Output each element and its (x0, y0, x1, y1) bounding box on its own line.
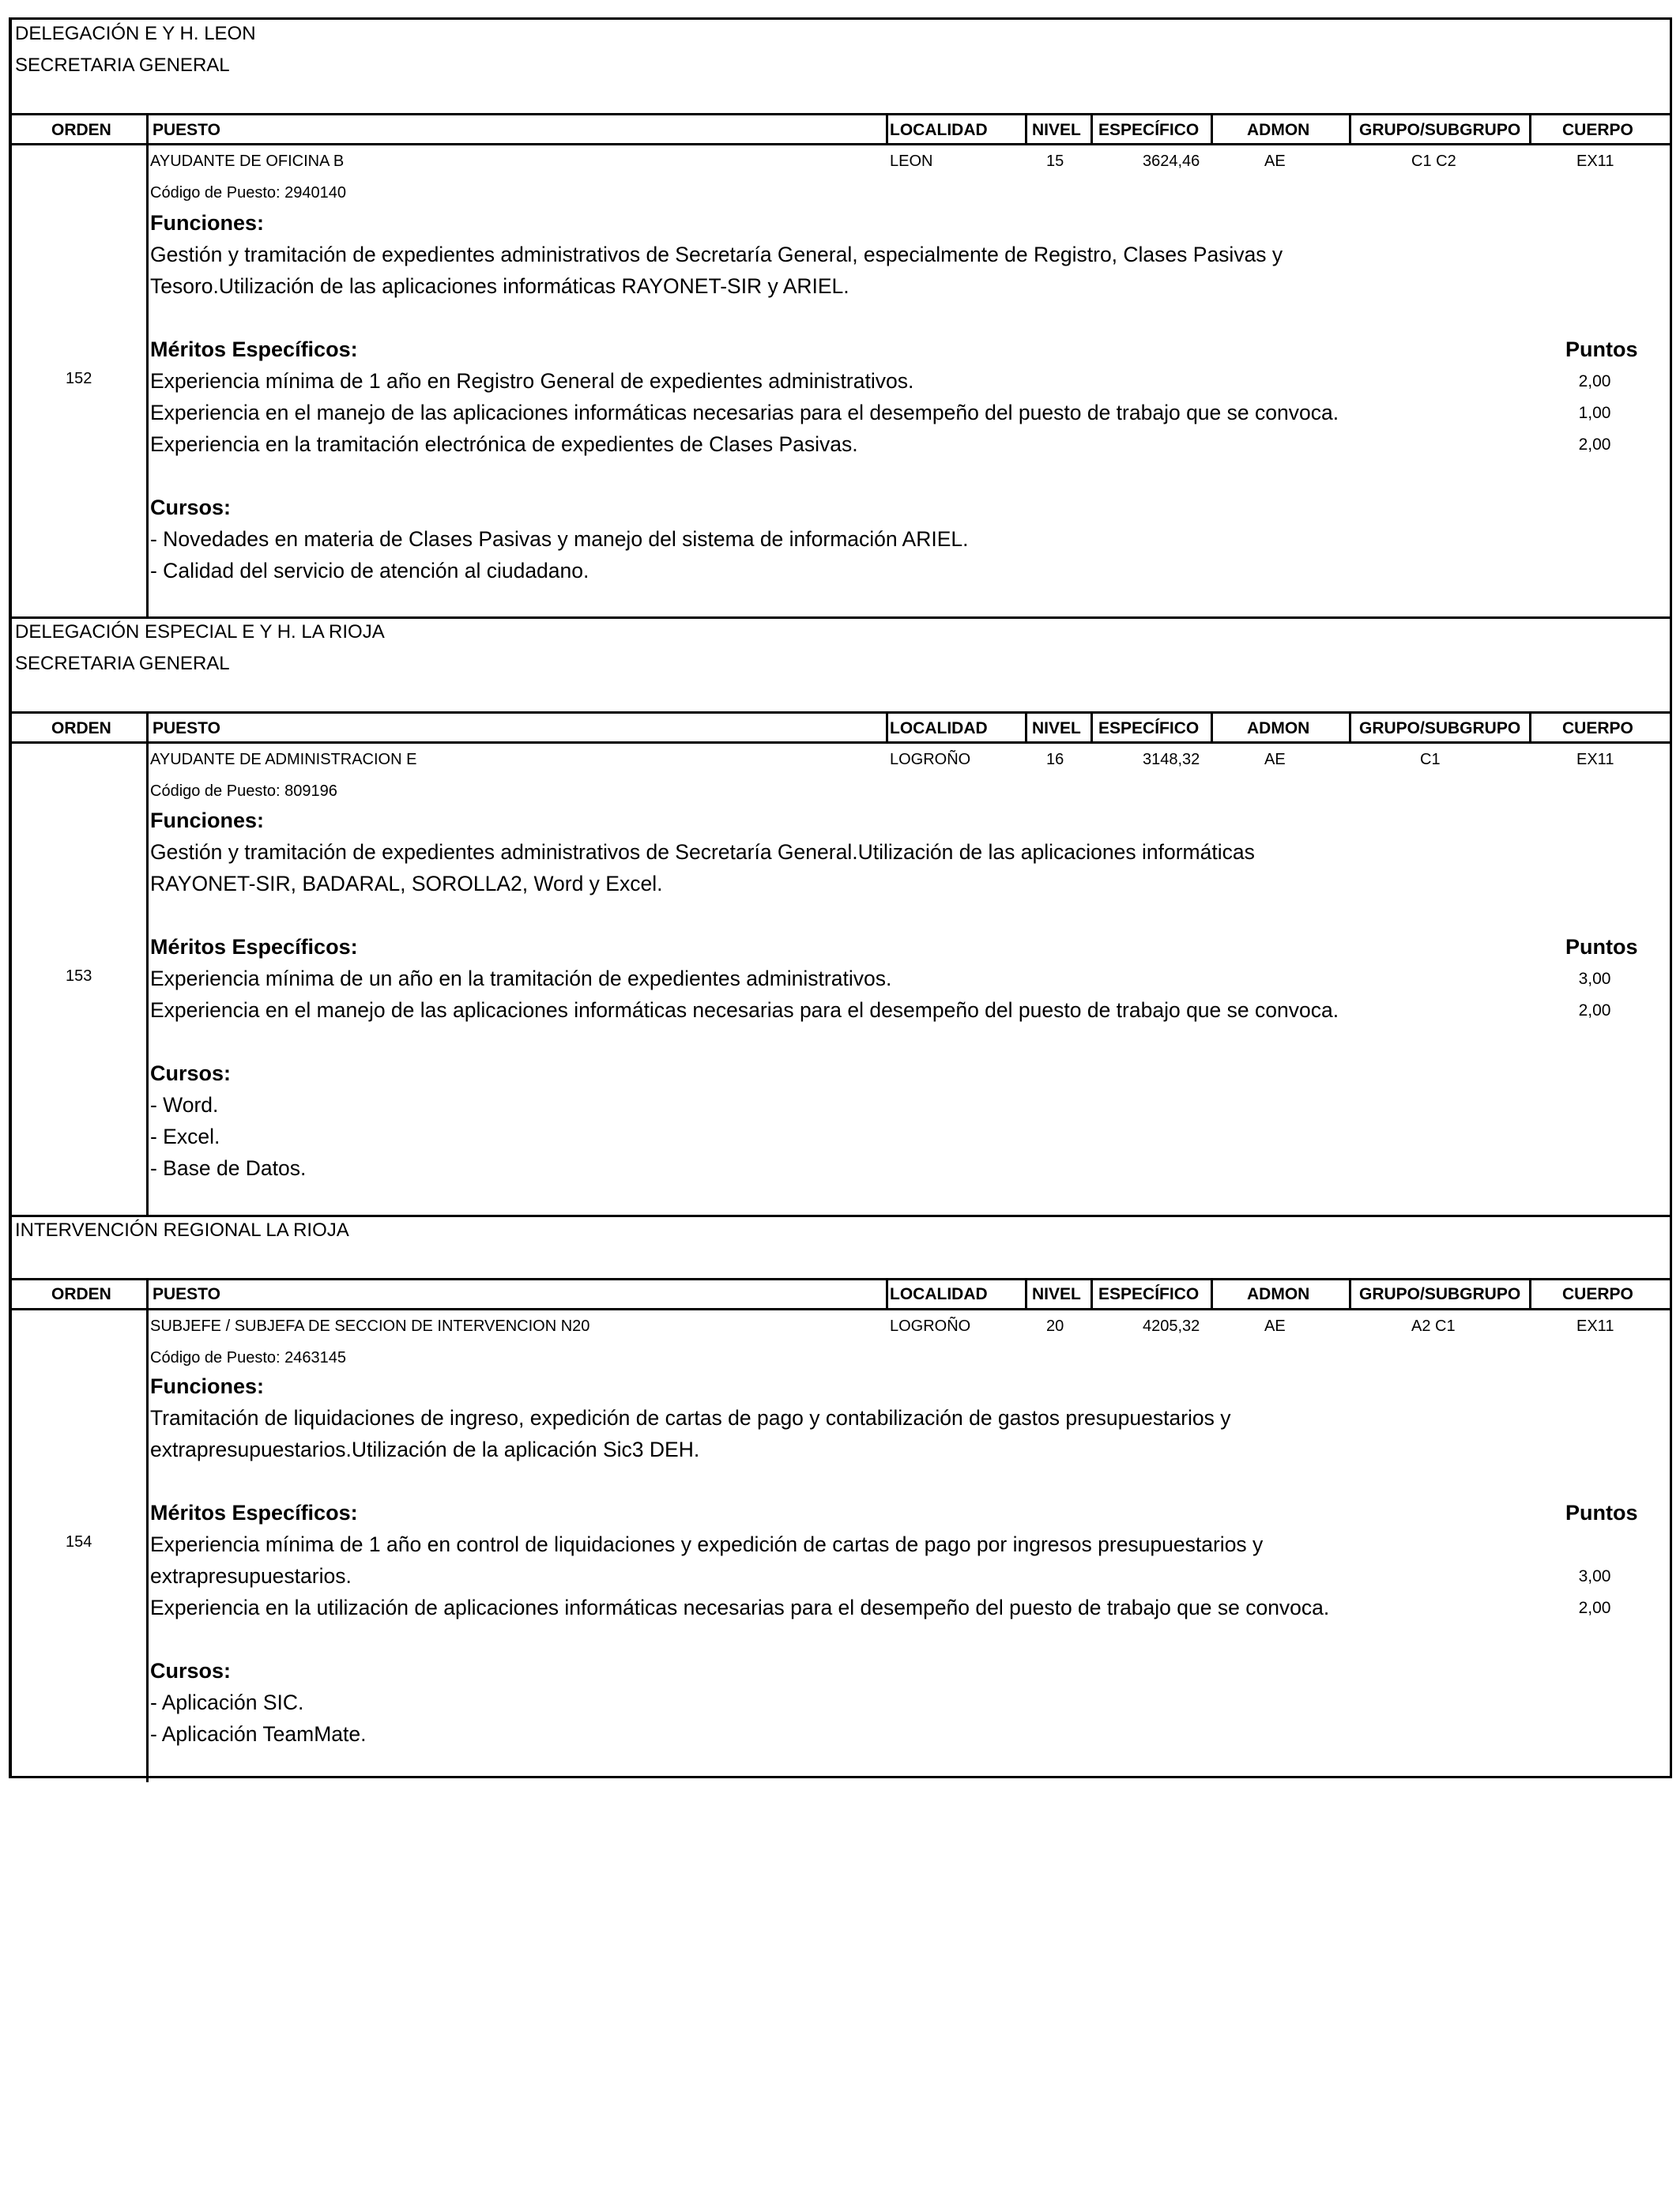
orden-value: 153 (66, 967, 92, 985)
merito-puntos: 2,00 (1578, 372, 1611, 390)
merito-line: Experiencia en la utilización de aplicaciones informáticas necesarias para el desempeño del puesto de trabajo que se convoca. (150, 1596, 1330, 1619)
col-sep (1529, 115, 1531, 144)
org-line-2: SECRETARIA GENERAL (15, 653, 230, 674)
header-orden: ORDEN (51, 121, 111, 139)
divider (12, 1278, 1670, 1280)
header-nivel: NIVEL (1032, 121, 1081, 139)
col-sep (1349, 714, 1351, 742)
curso-line: - Novedades en materia de Clases Pasivas y manejo del sistema de información ARIEL. (150, 527, 969, 551)
col-sep (1529, 714, 1531, 742)
merito-puntos: 2,00 (1578, 1599, 1611, 1617)
col-sep (1025, 115, 1027, 144)
funciones-title: Funciones: (150, 1374, 265, 1398)
org-line-1: DELEGACIÓN ESPECIAL E Y H. LA RIOJA (15, 621, 385, 643)
header-puesto: PUESTO (153, 121, 220, 139)
header-especifico: ESPECÍFICO (1098, 719, 1200, 737)
cuerpo-value: EX11 (1576, 1318, 1614, 1335)
header-admon: ADMON (1247, 121, 1310, 139)
col-sep (146, 115, 149, 144)
localidad-value: LEON (890, 153, 933, 170)
orden-value: 152 (66, 370, 92, 387)
puntos-title: Puntos (1565, 1501, 1638, 1525)
header-admon: ADMON (1247, 1285, 1310, 1303)
grupo-value: C1 (1420, 751, 1441, 768)
org-line-2: SECRETARIA GENERAL (15, 55, 230, 76)
puesto-value: AYUDANTE DE OFICINA B (150, 153, 345, 170)
header-especifico: ESPECÍFICO (1098, 121, 1200, 139)
header-nivel: NIVEL (1032, 719, 1081, 737)
orden-column-divider (146, 741, 149, 1217)
codigo-puesto: Código de Puesto: 2463145 (150, 1349, 346, 1367)
meritos-title: Méritos Específicos: (150, 1501, 358, 1525)
col-sep (146, 1280, 149, 1309)
divider (12, 1215, 1670, 1217)
especifico-value: 3148,32 (1143, 751, 1200, 768)
funciones-line: extrapresupuestarios.Utilización de la aplicación Sic3 DEH. (150, 1438, 700, 1461)
orden-value: 154 (66, 1533, 92, 1551)
col-sep (886, 1280, 888, 1309)
header-localidad: LOCALIDAD (890, 121, 988, 139)
header-grupo: GRUPO/SUBGRUPO (1359, 121, 1521, 139)
divider (12, 741, 1670, 744)
merito-puntos: 1,00 (1578, 404, 1611, 422)
cursos-title: Cursos: (150, 496, 232, 519)
admon-value: AE (1264, 751, 1286, 768)
codigo-puesto: Código de Puesto: 2940140 (150, 184, 346, 202)
header-orden: ORDEN (51, 719, 111, 737)
divider (12, 1308, 1670, 1310)
grupo-value: A2 C1 (1411, 1318, 1456, 1335)
curso-line: - Aplicación SIC. (150, 1691, 304, 1714)
funciones-line: Tesoro.Utilización de las aplicaciones informáticas RAYONET-SIR y ARIEL. (150, 274, 849, 298)
cursos-title: Cursos: (150, 1061, 232, 1085)
localidad-value: LOGROÑO (890, 751, 971, 768)
col-sep (886, 714, 888, 742)
header-localidad: LOCALIDAD (890, 1285, 988, 1303)
funciones-title: Funciones: (150, 809, 265, 832)
header-puesto: PUESTO (153, 1285, 220, 1303)
funciones-line: RAYONET-SIR, BADARAL, SOROLLA2, Word y Excel. (150, 872, 663, 895)
col-sep (1025, 714, 1027, 742)
merito-puntos: 3,00 (1578, 970, 1611, 988)
nivel-value: 20 (1046, 1318, 1064, 1335)
divider (12, 143, 1670, 145)
merito-line: Experiencia mínima de un año en la tramitación de expedientes administrativos. (150, 967, 892, 990)
org-line-1: DELEGACIÓN E Y H. LEON (15, 23, 256, 44)
header-orden: ORDEN (51, 1285, 111, 1303)
puesto-value: AYUDANTE DE ADMINISTRACION E (150, 751, 417, 768)
divider (12, 616, 1670, 619)
document-table (9, 17, 1672, 1778)
curso-line: - Calidad del servicio de atención al ciudadano. (150, 559, 590, 582)
header-cuerpo: CUERPO (1562, 121, 1633, 139)
header-nivel: NIVEL (1032, 1285, 1081, 1303)
col-sep (1529, 1280, 1531, 1309)
merito-line: Experiencia en la tramitación electrónica de expedientes de Clases Pasivas. (150, 432, 858, 456)
header-especifico: ESPECÍFICO (1098, 1285, 1200, 1303)
curso-line: - Word. (150, 1093, 219, 1117)
merito-line: Experiencia mínima de 1 año en control de liquidaciones y expedición de cartas de pago por ingresos presupuestarios y (150, 1532, 1264, 1556)
header-puesto: PUESTO (153, 719, 220, 737)
header-localidad: LOCALIDAD (890, 719, 988, 737)
meritos-title: Méritos Específicos: (150, 337, 358, 361)
funciones-line: Tramitación de liquidaciones de ingreso, expedición de cartas de pago y contabilización de gastos presupuestarios y (150, 1406, 1231, 1430)
merito-line: Experiencia en el manejo de las aplicaciones informáticas necesarias para el desempeño del puesto de trabajo que se convoca. (150, 401, 1339, 424)
puntos-title: Puntos (1565, 337, 1638, 361)
cuerpo-value: EX11 (1576, 153, 1614, 170)
meritos-title: Méritos Específicos: (150, 935, 358, 959)
especifico-value: 3624,46 (1143, 153, 1200, 170)
col-sep (886, 115, 888, 144)
header-grupo: GRUPO/SUBGRUPO (1359, 1285, 1521, 1303)
col-sep (1211, 714, 1213, 742)
merito-line: Experiencia en el manejo de las aplicaciones informáticas necesarias para el desempeño del puesto de trabajo que se convoca. (150, 998, 1339, 1022)
admon-value: AE (1264, 153, 1286, 170)
orden-column-divider (146, 143, 149, 619)
curso-line: - Aplicación TeamMate. (150, 1722, 367, 1746)
cuerpo-value: EX11 (1576, 751, 1614, 768)
header-cuerpo: CUERPO (1562, 719, 1633, 737)
col-sep (1090, 1280, 1093, 1309)
grupo-value: C1 C2 (1411, 153, 1456, 170)
col-sep (146, 714, 149, 742)
curso-line: - Excel. (150, 1125, 220, 1148)
merito-puntos: 3,00 (1578, 1567, 1611, 1585)
col-sep (1211, 115, 1213, 144)
puesto-value: SUBJEFE / SUBJEFA DE SECCION DE INTERVENCION N20 (150, 1318, 590, 1335)
nivel-value: 15 (1046, 153, 1064, 170)
divider (12, 711, 1670, 714)
col-sep (1090, 115, 1093, 144)
divider (12, 113, 1670, 115)
orden-column-divider (146, 1308, 149, 1782)
codigo-puesto: Código de Puesto: 809196 (150, 782, 337, 800)
merito-puntos: 2,00 (1578, 1001, 1611, 1020)
localidad-value: LOGROÑO (890, 1318, 971, 1335)
merito-line: Experiencia mínima de 1 año en Registro General de expedientes administrativos. (150, 369, 914, 393)
cursos-title: Cursos: (150, 1659, 232, 1683)
header-cuerpo: CUERPO (1562, 1285, 1633, 1303)
nivel-value: 16 (1046, 751, 1064, 768)
col-sep (1349, 115, 1351, 144)
col-sep (1090, 714, 1093, 742)
funciones-line: Gestión y tramitación de expedientes administrativos de Secretaría General.Utilización de las aplicaciones informáticas (150, 840, 1255, 864)
funciones-line: Gestión y tramitación de expedientes administrativos de Secretaría General, especialmente de Registro, Clases Pasivas y (150, 243, 1283, 266)
merito-line: extrapresupuestarios. (150, 1564, 352, 1588)
col-sep (1349, 1280, 1351, 1309)
col-sep (1025, 1280, 1027, 1309)
funciones-title: Funciones: (150, 211, 265, 235)
col-sep (1211, 1280, 1213, 1309)
puntos-title: Puntos (1565, 935, 1638, 959)
header-admon: ADMON (1247, 719, 1310, 737)
header-grupo: GRUPO/SUBGRUPO (1359, 719, 1521, 737)
curso-line: - Base de Datos. (150, 1156, 307, 1180)
admon-value: AE (1264, 1318, 1286, 1335)
org-line-1: INTERVENCIÓN REGIONAL LA RIOJA (15, 1220, 349, 1241)
merito-puntos: 2,00 (1578, 435, 1611, 454)
especifico-value: 4205,32 (1143, 1318, 1200, 1335)
